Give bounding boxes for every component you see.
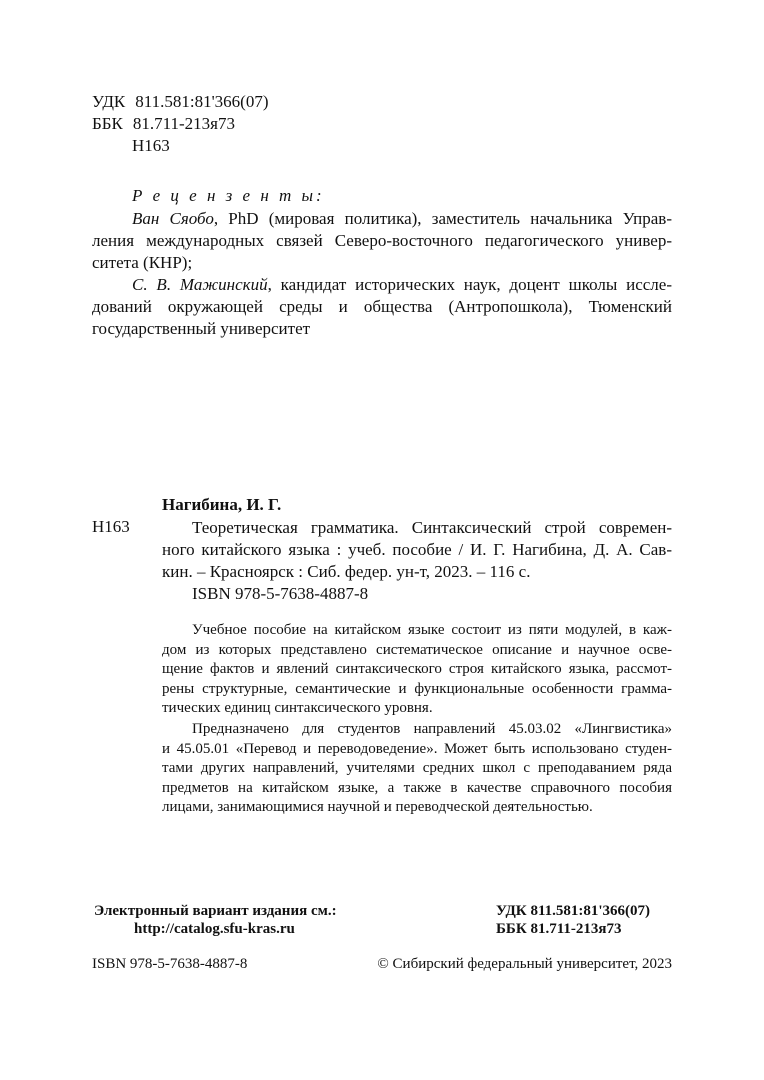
abstract-p1-line-4: рены структурные, семантические и функциональные особенности грамма-	[162, 680, 672, 697]
footer-udk: УДК 811.581:81'366(07)	[496, 903, 651, 919]
udk-label: УДК	[92, 92, 126, 111]
abstract-p1-line-2: дом из которых представлено систематическое описание и научное осве-	[162, 641, 672, 658]
reviewer-1-line-3: ситета (КНР);	[92, 253, 193, 272]
reviewer-1-line-1: Ван Сяобо, PhD (мировая политика), заместитель начальника Управ-	[132, 209, 672, 228]
reviewer-2	[92, 274, 672, 340]
electronic-version-url[interactable]: http://catalog.sfu-kras.ru	[134, 921, 295, 937]
author-mark: Н163	[132, 136, 170, 155]
abstract-p2-line-5: лицами, занимающимися научной и переводческой деятельностью.	[162, 799, 593, 815]
abstract-p2-line-4: предметов на китайском языке, а также в качестве справочного пособия	[162, 779, 672, 796]
reviewer-2-line-3: государственный университет	[92, 319, 311, 338]
footer-bbk: ББК 81.711-213я73	[496, 921, 622, 937]
catalog-isbn: ISBN 978-5-7638-4887-8	[192, 584, 369, 603]
bbk-label: ББК	[92, 114, 123, 133]
udk-value: 811.581:81'366(07)	[135, 92, 269, 111]
reviewer-2-line-2: дований окружающей среды и общества (Антропошкола), Тюменский	[92, 297, 672, 316]
reviewers-heading: Р е ц е н з е н т ы:	[132, 186, 325, 205]
udk-row	[92, 92, 269, 112]
copyright: © Сибирский федеральный университет, 2023	[377, 956, 672, 972]
bbk-row	[92, 114, 235, 134]
abstract-p1-line-5: тических единиц синтаксического уровня.	[162, 700, 433, 716]
abstract-p2-line-2: и 45.05.01 «Перевод и переводоведение». Может быть использовано студен-	[162, 740, 672, 757]
abstract-p2-line-1: Предназначено для студентов направлений 45.03.02 «Лингвистика»	[192, 721, 672, 737]
bbk-value: 81.711-213я73	[132, 114, 235, 133]
reviewer-1-line-2: ления международных связей Северо-восточного педагогического универ-	[92, 231, 672, 250]
footer-isbn: ISBN 978-5-7638-4887-8	[92, 956, 248, 972]
reviewer-1	[92, 208, 672, 274]
reviewer-1-name: Ван Сяобо	[132, 209, 214, 228]
abstract-paragraph-1	[162, 621, 672, 719]
abstract-p1-line-3: щение фактов и явлений синтаксического строя китайского языка, рассмот-	[162, 661, 672, 677]
catalog-desc-line-3: кин. – Красноярск : Сиб. федер. ун-т, 2023. – 116 с.	[162, 562, 531, 581]
catalog-description	[162, 517, 672, 605]
reviewer-2-line-1: С. В. Мажинский, кандидат исторических наук, доцент школы иссле-	[132, 275, 672, 294]
reviewer-2-name: С. В. Мажинский	[132, 275, 268, 294]
abstract-p1-line-1: Учебное пособие на китайском языке состоит из пяти модулей, в каж-	[192, 622, 672, 638]
abstract-paragraph-2	[162, 720, 672, 818]
catalog-author: Нагибина, И. Г.	[162, 495, 282, 514]
abstract-p2-line-3: тами других направлений, учителями средних школ с преподаванием ряда	[162, 760, 672, 776]
catalog-desc-line-2: ного китайского языка : учеб. пособие / И. Г. Нагибина, Д. А. Сав-	[162, 540, 672, 559]
catalog-mark: Н163	[92, 517, 130, 536]
electronic-version-label: Электронный вариант издания см.:	[94, 903, 337, 919]
catalog-desc-line-1: Теоретическая грамматика. Синтаксический строй современ-	[192, 518, 672, 537]
